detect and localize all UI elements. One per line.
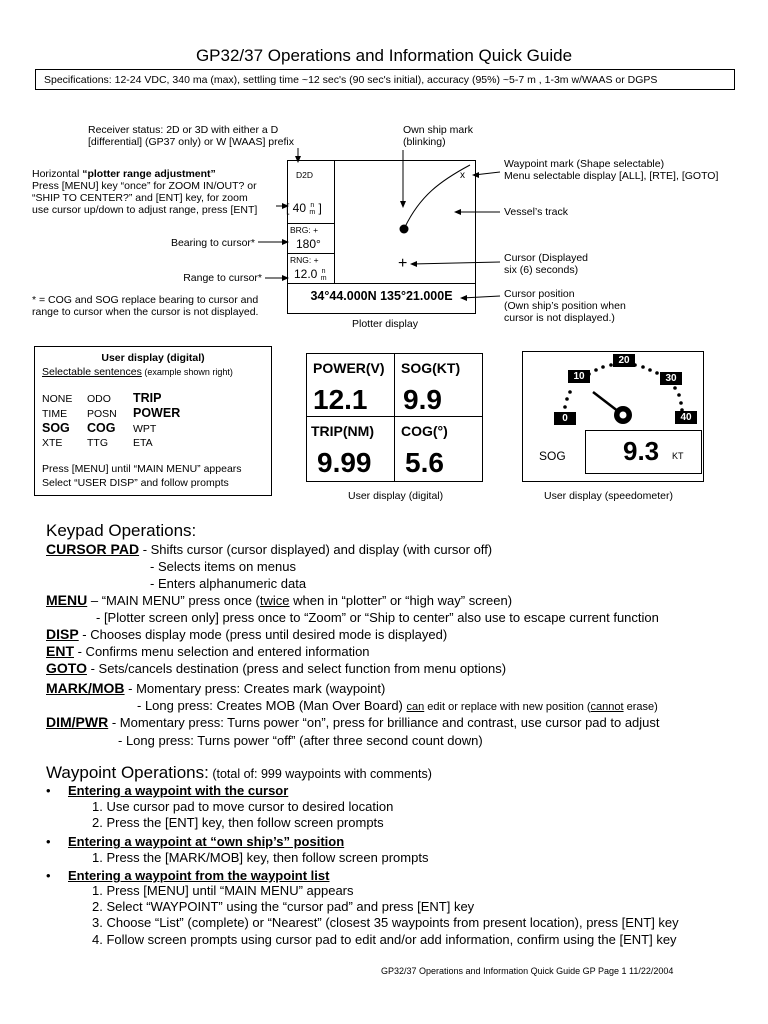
specifications-box: Specifications: 12-24 VDC, 340 ma (max), settling time ~12 sec's (90 sec's initial), accuracy (95%) ~5-7 m , 1-3m w/WAAS or DGPS: [35, 69, 735, 90]
speedometer-display: [522, 351, 704, 482]
plotter-display: [287, 160, 476, 314]
bearing-label: BRG: +: [290, 225, 319, 235]
disp-line: DISP - Chooses display mode (press until desired mode is displayed): [46, 626, 448, 642]
sentence-time: TIME: [42, 408, 68, 420]
sentence-power: POWER: [133, 406, 181, 420]
waypoint-group-1-step-2: 2. Press the [ENT] key, then follow screen prompts: [92, 815, 384, 830]
user-display-instruction-1: Press [MENU] until “MAIN MENU” appears: [42, 463, 242, 475]
sentence-xte: XTE: [42, 437, 63, 449]
plotter-range-note: Horizontal “plotter range adjustment” Press [MENU] key “once” for ZOOM IN/OUT? or “SHIP TO CENTER?” and [ENT] key, for zoom use cursor up/down to adjust range, press [ENT]: [32, 168, 258, 216]
cursor-pad-line-3: - Enters alphanumeric data: [150, 576, 307, 591]
waypoint-group-3-step-1: 1. Press [MENU] until “MAIN MENU” appears: [92, 883, 354, 898]
sentence-sog: SOG: [42, 421, 70, 435]
own-ship-note: Own ship mark (blinking): [403, 124, 474, 148]
receiver-status: D2D: [296, 170, 314, 180]
sentence-posn: POSN: [87, 408, 117, 420]
digital-display: [306, 353, 483, 482]
cursor-position-readout: 34°44.000N 135°21.000E: [310, 289, 453, 303]
gauge-value: 9.3: [623, 436, 660, 466]
waypoint-heading: Waypoint Operations: (total of: 999 waypoints with comments): [46, 763, 432, 782]
digital-label-power: POWER(V): [313, 360, 385, 376]
mark-mob-line-2: - Long press: Creates MOB (Man Over Board) can edit or replace with new position (cannot erase): [137, 698, 658, 713]
menu-line-1: MENU – “MAIN MENU” press once (twice when in “plotter” or “high way” screen): [46, 592, 513, 608]
waypoint-mark-note: Waypoint mark (Shape selectable) Menu selectable display [ALL], [RTE], [GOTO]: [504, 158, 719, 182]
sentence-none: NONE: [42, 393, 73, 405]
waypoint-group-2-title: Entering a waypoint at “own ship’s” position: [68, 834, 345, 849]
cursor-note: Cursor (Displayed six (6) seconds): [504, 252, 589, 276]
bearing-note: Bearing to cursor*: [170, 237, 255, 249]
bullet-1: •: [46, 783, 51, 798]
waypoint-group-1-title: Entering a waypoint with the cursor: [68, 783, 289, 798]
bearing-value: 180°: [296, 237, 321, 251]
sentence-wpt: WPT: [133, 423, 157, 435]
user-display-instruction-2: Select “USER DISP” and follow prompts: [42, 477, 229, 489]
user-display-title: User display (digital): [101, 352, 205, 364]
keypad-heading: Keypad Operations:: [46, 521, 197, 540]
gauge-label: SOG: [539, 449, 566, 463]
waypoint-group-3-step-4: 4. Follow screen prompts using cursor pad to edit and/or add information, confirm using the [ENT] key: [92, 932, 677, 947]
cursor-pad-line-1: CURSOR PAD - Shifts cursor (cursor displayed) and display (with cursor off): [46, 541, 493, 557]
cursor-pad-line-2: - Selects items on menus: [150, 559, 296, 574]
gauge-tick-30: 30: [660, 372, 682, 385]
gauge-tick-20: 20: [613, 354, 635, 367]
digital-label-trip: TRIP(NM): [311, 423, 374, 439]
speedometer-caption: User display (speedometer): [544, 490, 673, 502]
sentence-trip: TRIP: [133, 391, 162, 405]
cursor-position-note: Cursor position (Own ship’s position when cursor is not displayed.): [504, 288, 626, 324]
digital-value-trip: 9.99: [317, 447, 372, 478]
range-value: 12.0 n m: [294, 267, 327, 282]
waypoint-group-3-step-2: 2. Select “WAYPOINT” using the “cursor pad” and press [ENT] key: [92, 899, 475, 914]
menu-line-2: - [Plotter screen only] press once to “Zoom” or “Ship to center” also use to escape current function: [96, 610, 659, 625]
digital-value-power: 12.1: [313, 384, 368, 415]
gauge-tick-40: 40: [675, 411, 697, 424]
dim-pwr-line-1: DIM/PWR - Momentary press: Turns power “on”, press for brilliance and contrast, use cursor pad to adjust: [46, 714, 660, 730]
gauge-tick-10: 10: [568, 370, 590, 383]
gauge-unit: KT: [672, 451, 684, 461]
waypoint-group-3-title: Entering a waypoint from the waypoint list: [68, 868, 330, 883]
bullet-2: •: [46, 834, 51, 849]
waypoint-group-1-step-1: 1. Use cursor pad to move cursor to desired location: [92, 799, 394, 814]
user-display-subtitle: Selectable sentences (example shown right): [42, 366, 233, 378]
vessel-track-note: Vessel’s track: [504, 206, 568, 218]
range-note: Range to cursor*: [183, 272, 262, 284]
bullet-3: •: [46, 868, 51, 883]
waypoint-group-3-step-3: 3. Choose “List” (complete) or “Nearest” (closest 35 waypoints from present location), press [ENT] key: [92, 915, 679, 930]
digital-value-sog: 9.9: [403, 384, 442, 415]
sentence-ttg: TTG: [87, 437, 108, 449]
sentence-eta: ETA: [133, 437, 153, 449]
page-footer: GP32/37 Operations and Information Quick Guide GP Page 1 11/22/2004: [381, 966, 674, 976]
goto-line: GOTO - Sets/cancels destination (press and select function from menu options): [46, 660, 507, 676]
cursor-mark: +: [398, 255, 408, 272]
sentence-cog: COG: [87, 421, 116, 435]
mark-mob-line-1: MARK/MOB - Momentary press: Creates mark (waypoint): [46, 680, 386, 696]
range-display: [ 40 n m ]: [286, 201, 322, 216]
ent-line: ENT - Confirms menu selection and entered information: [46, 643, 370, 659]
user-display-info-box: [34, 346, 272, 496]
waypoint-mark: x: [460, 170, 465, 181]
waypoint-group-2-step-1: 1. Press the [MARK/MOB] key, then follow screen prompts: [92, 850, 429, 865]
gauge-tick-0: 0: [554, 412, 576, 425]
digital-value-cog: 5.6: [405, 447, 444, 478]
digital-label-cog: COG(°): [401, 423, 448, 439]
page-title: GP32/37 Operations and Information Quick Guide: [195, 46, 573, 65]
digital-label-sog: SOG(KT): [401, 360, 461, 376]
dim-pwr-line-2: - Long press: Turns power “off” (after three second count down): [118, 733, 483, 748]
own-ship-mark: [400, 225, 409, 234]
range-label: RNG: +: [290, 255, 319, 265]
plotter-caption: Plotter display: [352, 318, 418, 330]
digital-caption: User display (digital): [348, 490, 444, 502]
receiver-status-note: Receiver status: 2D or 3D with either a D [differential] (GP37 only) or W [WAAS] prefix: [88, 124, 294, 148]
asterisk-note: * = COG and SOG replace bearing to cursor and range to cursor when the cursor is not displayed.: [32, 294, 259, 318]
sentence-odo: ODO: [87, 393, 111, 405]
